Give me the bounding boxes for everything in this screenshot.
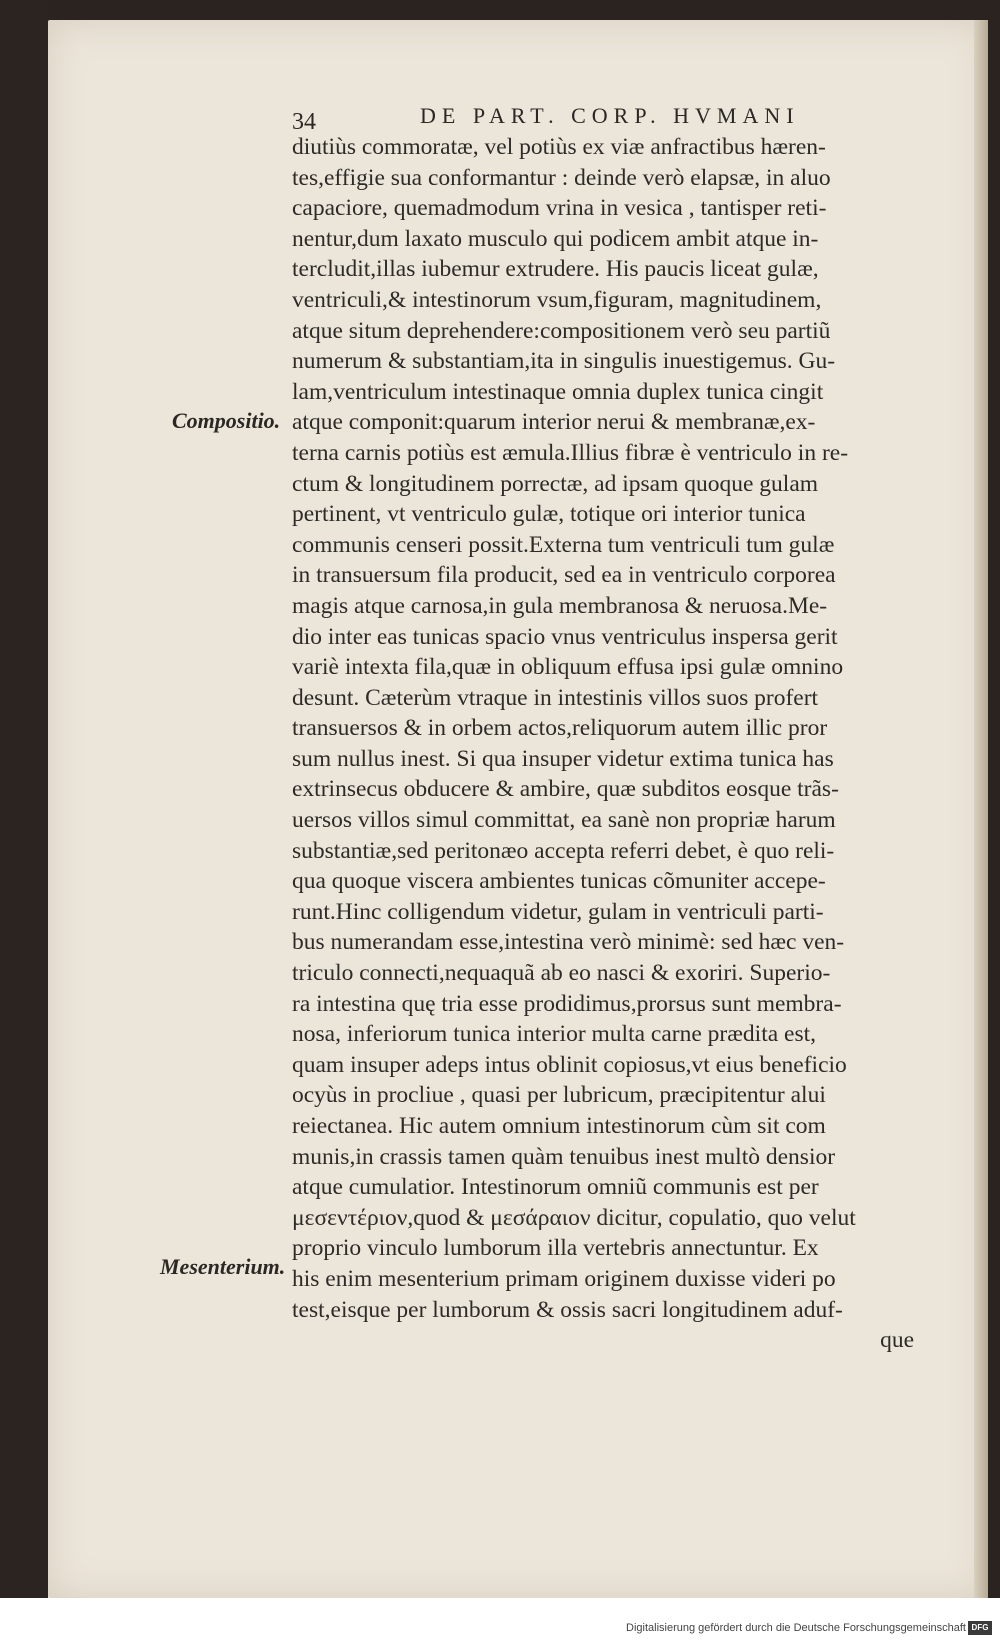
text-line: in transuersum fila producit, sed ea in ventriculo corporea: [292, 562, 836, 589]
text-line: quam insuper adeps intus oblinit copiosus,vt eius beneficio: [292, 1051, 847, 1078]
text-line: atque componit:quarum interior nerui & membranæ,ex-: [292, 409, 816, 436]
text-line: ocyùs in procliue , quasi per lubricum, præcipitentur alui: [292, 1082, 826, 1109]
text-line: desunt. Cæterùm vtraque in intestinis villos suos profert: [292, 684, 819, 711]
text-line: reiectanea. Hic autem omnium intestinorum cùm sit com: [292, 1113, 826, 1139]
digitization-credit: Digitalisierung gefördert durch die Deutsche Forschungsgemeinschaft: [626, 1622, 966, 1634]
text-line: μεσεντέριον,quod & μεσάραιον dicitur, copulatio, quo velut: [292, 1204, 856, 1231]
text-line: atque cumulatior. Intestinorum omniũ communis est per: [292, 1174, 819, 1201]
text-line: capaciore, quemadmodum vrina in vesica , tantisper reti-: [292, 195, 827, 222]
text-line: tercludit,illas iubemur extrudere. His paucis liceat gulæ,: [292, 256, 819, 283]
text-line: ventriculi,& intestinorum vsum,figuram, magnitudinem,: [292, 286, 822, 313]
scan-background-left: [0, 0, 48, 1600]
text-line: atque situm deprehendere:compositionem verò seu partiũ: [292, 317, 831, 344]
text-line: variè intexta fila,quæ in obliquum effusa ipsi gulæ omnino: [292, 654, 844, 681]
text-line: numerum & substantiam,ita in singulis inuestigemus. Gu-: [292, 348, 836, 375]
text-line: ctum & longitudinem porrectæ, ad ipsam quoque gulam: [292, 470, 819, 497]
text-line: diutiùs commoratæ, vel potiùs ex viæ anfractibus hæren-: [292, 134, 826, 160]
text-line: qua quoque viscera ambientes tunicas cõmuniter accepe-: [292, 868, 826, 895]
text-line: uersos villos simul committat, ea sanè non propriæ harum: [292, 807, 836, 834]
text-line: his enim mesenterium primam originem duxisse videri po: [292, 1265, 836, 1292]
text-line: lam,ventriculum intestinaque omnia duplex tunica cingit: [292, 378, 824, 405]
text-line: communis censeri possit.Externa tum ventriculi tum gulæ: [292, 531, 835, 558]
page-gutter-shadow: [974, 20, 988, 1598]
running-head: DE PART. CORP. HVMANI: [420, 103, 800, 128]
text-line: runt.Hinc colligendum videtur, gulam in ventriculi parti-: [292, 898, 824, 925]
page-number: 34: [292, 109, 316, 135]
text-line: test,eisque per lumborum & ossis sacri longitudinem aduf-: [292, 1296, 843, 1323]
text-line: tes,effigie sua conformantur : deinde verò elapsæ, in aluo: [292, 164, 831, 191]
text-line: que: [880, 1327, 914, 1354]
text-line: transuersos & in orbem actos,reliquorum autem illic pror: [292, 715, 828, 742]
body-text: [292, 132, 914, 1356]
text-line: magis atque carnosa,in gula membranosa & neruosa.Me-: [292, 592, 828, 619]
text-line: proprio vinculo lumborum illa vertebris annectuntur. Ex: [292, 1235, 819, 1262]
text-line: sum nullus inest. Si qua insuper videtur extima tunica has: [292, 745, 834, 772]
scan-background-top: [0, 0, 1000, 22]
dfg-logo: DFG: [968, 1621, 992, 1635]
text-line: bus numerandam esse,intestina verò minimè: sed hæc ven-: [292, 929, 845, 956]
text-line: terna carnis potiùs est æmula.Illius fibræ è ventriculo in re-: [292, 439, 849, 466]
text-line: munis,in crassis tamen quàm tenuibus inest multò densior: [292, 1143, 836, 1170]
marginal-note-compositio: Compositio.: [172, 408, 281, 433]
text-line: nosa, inferiorum tunica interior multa carne prædita est,: [292, 1021, 817, 1048]
text-line: ra intestina quę tria esse prodidimus,prorsus sunt membra-: [292, 990, 842, 1017]
scan-background-right: [988, 0, 1000, 1600]
text-line: substantiæ,sed peritonæo accepta referri debet, è quo reli-: [292, 837, 835, 864]
text-line: extrinsecus obducere & ambire, quæ subditos eosque trãs-: [292, 776, 839, 803]
digitization-footer: [0, 1598, 1000, 1643]
text-line: nentur,dum laxato musculo qui podicem ambit atque in-: [292, 225, 819, 252]
text-line: pertinent, vt ventriculo gulæ, totique ori interior tunica: [292, 501, 806, 528]
text-line: dio inter eas tunicas spacio vnus ventriculus inspersa gerit: [292, 623, 838, 650]
text-line: triculo connecti,nequaquã ab eo nasci & exoriri. Superio-: [292, 960, 831, 987]
marginal-note-mesenterium: Mesenterium.: [160, 1254, 286, 1279]
